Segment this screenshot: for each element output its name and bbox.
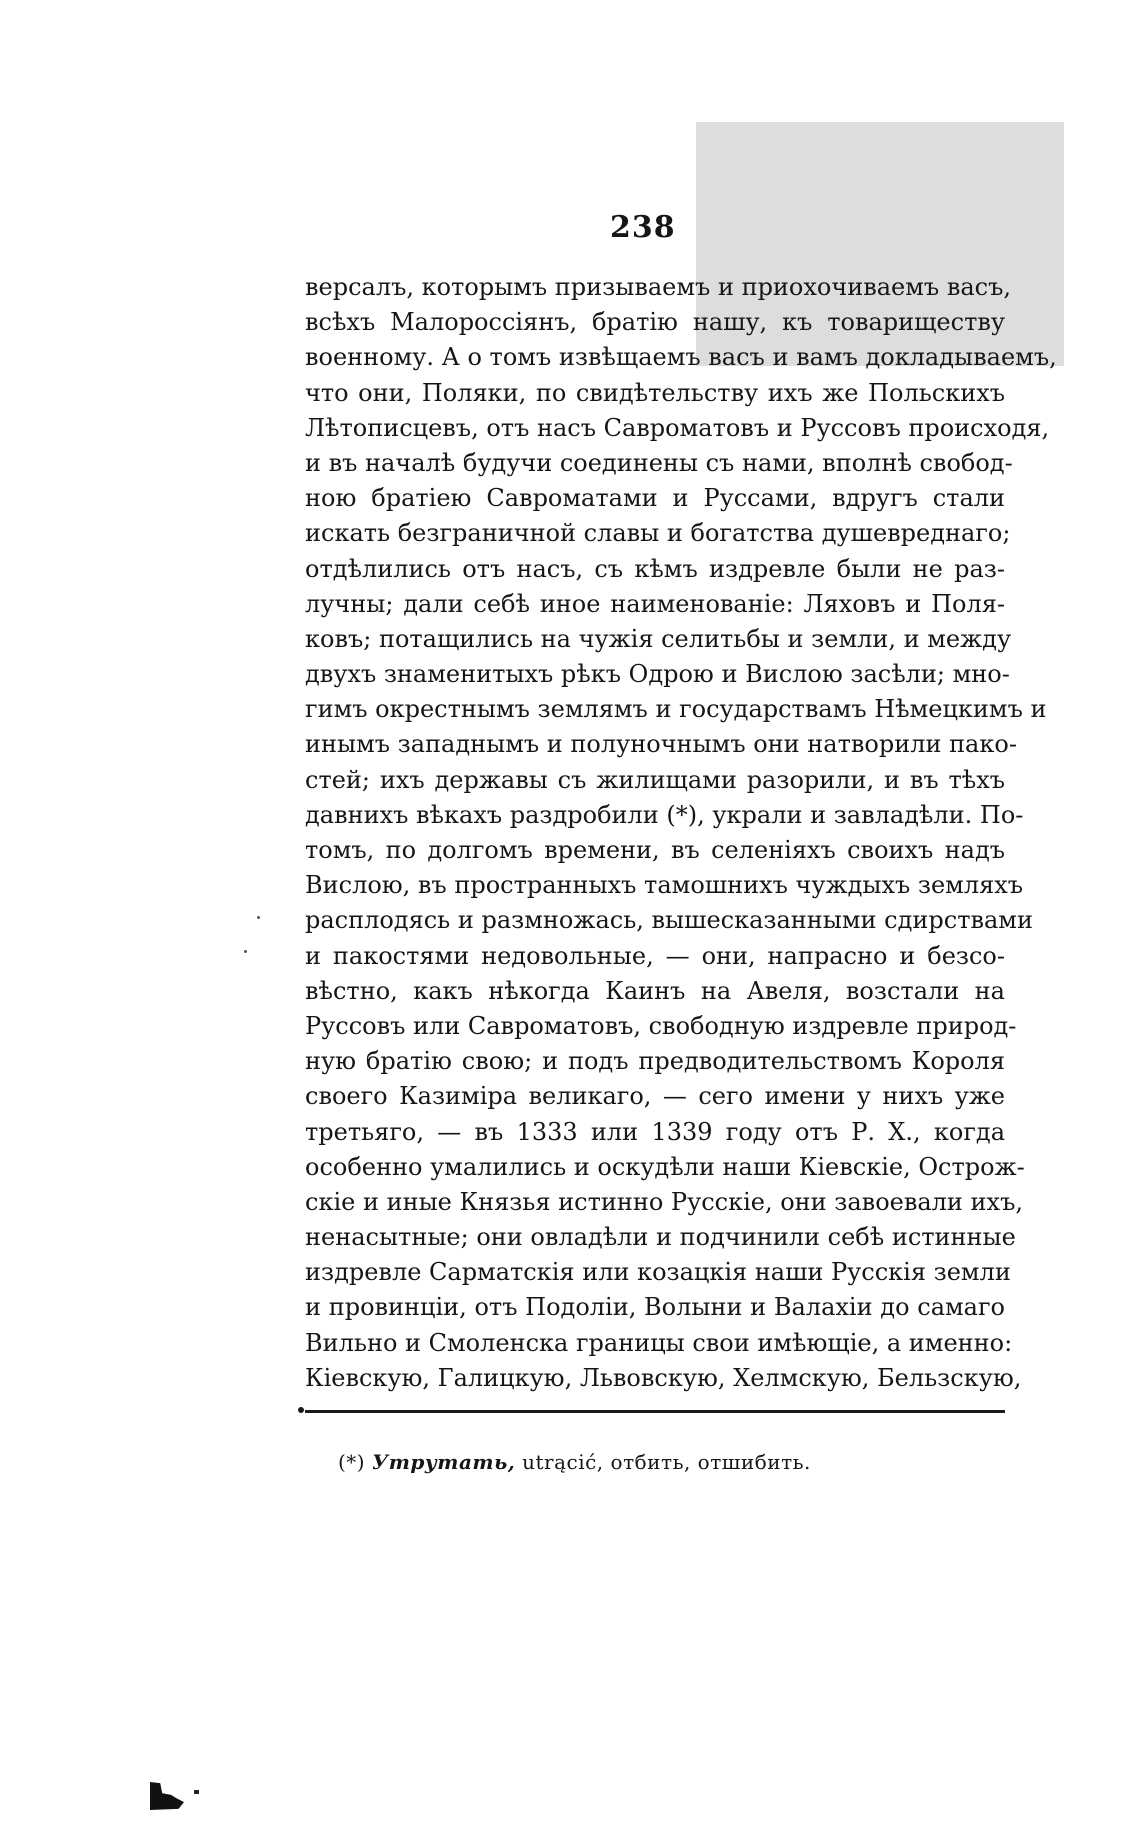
text-line: отдѣлились отъ насъ, съ кѣмъ издревле были не раз- [305,554,1005,583]
ink-blot-mark [150,1782,184,1810]
text-line: что они, Поляки, по свидѣтельству ихъ же Польскихъ [305,378,1005,407]
text-line: издревле Сарматскія или козацкія наши Русскія земли [305,1258,1011,1287]
ink-dot-mark [194,1790,199,1794]
paper-speck [244,950,247,953]
footnote-term: Утрутать, [371,1450,516,1474]
footnote-marker: (*) [338,1450,366,1474]
text-line: лучны; дали себѣ иное наименованіе: Ляховъ и Поля- [305,589,1005,618]
text-line: стей; ихъ державы съ жилищами разорили, и въ тѣхъ [305,765,1005,794]
text-line: и провинціи, отъ Подоліи, Волыни и Валахіи до самаго [305,1293,1005,1322]
text-line: ною братіею Савроматами и Руссами, вдругъ стали [305,484,1005,513]
text-line: Руссовъ или Савроматовъ, свободную издревле природ- [305,1011,1017,1040]
text-line: версалъ, которымъ призываемъ и приохочиваемъ васъ, [305,273,1011,301]
footnote-definition: utrącić, отбить, отшибить. [522,1450,811,1474]
text-line: всѣхъ Малороссіянъ, братію нашу, къ товариществу [305,308,1005,337]
footnote-rule-dot [298,1407,304,1413]
text-line: своего Казиміра великаго, — сего имени у нихъ уже [305,1082,1005,1111]
text-line: расплодясь и размножась, вышесказанными сдирствами [305,906,1033,935]
text-line: Вильно и Смоленска границы свои имѣющіе, а именно: [305,1328,1013,1357]
text-line: и пакостями недовольные, — они, напрасно и безсо- [305,941,1005,970]
text-line: гимъ окрестнымъ землямъ и государствамъ Нѣмецкимъ и [305,695,1047,724]
text-line: и въ началѣ будучи соединены съ нами, вполнѣ свобод- [305,448,1013,477]
body-text [305,270,1057,1396]
text-line: давнихъ вѣкахъ раздробили (*), украли и завладѣли. По- [305,800,1024,829]
text-line: ненасытные; они овладѣли и подчинили себѣ истинные [305,1223,1016,1252]
text-line: ковъ; потащились на чужія селитьбы и земли, и между [305,624,1012,653]
text-line: двухъ знаменитыхъ рѣкъ Одрою и Вислою засѣли; мно- [305,660,1010,689]
footnote-rule [305,1410,1005,1413]
text-line: особенно умалились и оскудѣли наши Кіевскіе, Острож- [305,1152,1025,1181]
text-line: Кіевскую, Галицкую, Львовскую, Хелмскую, Бельзскую, [305,1363,1022,1392]
text-line: военному. А о томъ извѣщаемъ васъ и вамъ докладываемъ, [305,343,1057,372]
text-line: вѣстно, какъ нѣкогда Каинъ на Авеля, возстали на [305,976,1005,1005]
paper-speck [257,916,260,919]
page-number: 238 [610,210,676,245]
text-line: Вислою, въ пространныхъ тамошнихъ чуждыхъ земляхъ [305,871,1024,900]
text-line: третьяго, — въ 1333 или 1339 году отъ Р. Х., когда [305,1117,1005,1146]
footnote [338,1450,811,1474]
text-line: томъ, по долгомъ времени, въ селеніяхъ своихъ надъ [305,836,1005,864]
text-line: Лѣтописцевъ, отъ насъ Савроматовъ и Руссовъ происходя, [305,413,1050,442]
text-line: инымъ западнымъ и полуночнымъ они натворили пако- [305,730,1017,759]
text-line: искать безграничной славы и богатства душевреднаго; [305,519,1011,548]
text-line: ную братію свою; и подъ предводительствомъ Короля [305,1047,1005,1076]
text-line: скіе и иные Князья истинно Русскіе, они завоевали ихъ, [305,1187,1023,1216]
